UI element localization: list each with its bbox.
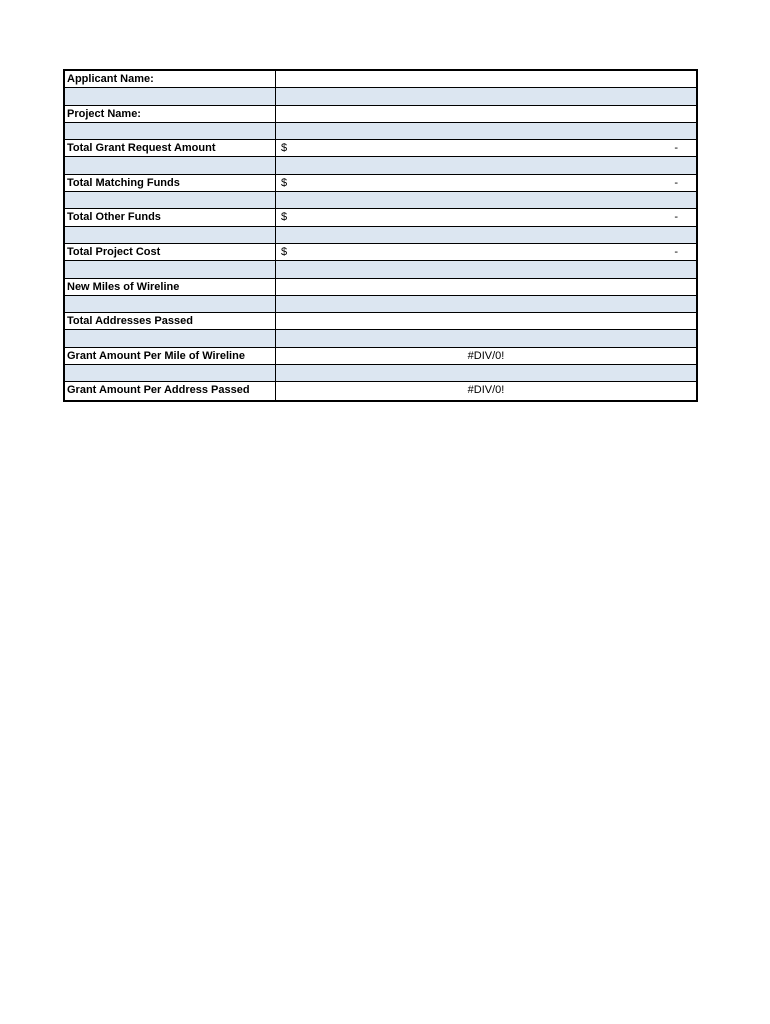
new-miles-wireline-field[interactable] <box>276 279 696 295</box>
grant-per-mile-label: Grant Amount Per Mile of Wireline <box>65 348 276 364</box>
total-project-cost-field[interactable] <box>276 244 696 260</box>
spacer-label-cell <box>65 123 276 139</box>
spacer-label-cell <box>65 88 276 104</box>
applicant-name-label: Applicant Name: <box>65 71 276 87</box>
spacer-value-cell <box>276 261 696 277</box>
row-total-project-cost <box>65 244 696 261</box>
spacer-value-cell <box>276 330 696 346</box>
total-other-funds-amount: - <box>674 211 678 224</box>
total-other-funds-label: Total Other Funds <box>65 209 276 225</box>
spacer-label-cell <box>65 365 276 381</box>
row-project-name <box>65 106 696 123</box>
total-addresses-passed-field[interactable] <box>276 313 696 329</box>
spacer-row <box>65 261 696 278</box>
currency-symbol: $ <box>281 245 288 258</box>
spacer-value-cell <box>276 365 696 381</box>
total-matching-funds-label: Total Matching Funds <box>65 175 276 191</box>
spacer-value-cell <box>276 192 696 208</box>
spacer-label-cell <box>65 157 276 173</box>
total-project-cost-amount: - <box>674 245 678 258</box>
total-addresses-passed-label: Total Addresses Passed <box>65 313 276 329</box>
spacer-value-cell <box>276 296 696 312</box>
spacer-label-cell <box>65 227 276 243</box>
spacer-value-cell <box>276 157 696 173</box>
applicant-name-field[interactable] <box>276 71 696 87</box>
spacer-row <box>65 365 696 382</box>
currency-symbol: $ <box>281 142 288 155</box>
spacer-label-cell <box>65 261 276 277</box>
currency-symbol: $ <box>281 176 288 189</box>
total-other-funds-field[interactable] <box>276 209 696 225</box>
grant-summary-table <box>63 69 698 402</box>
currency-symbol: $ <box>281 211 288 224</box>
spacer-row <box>65 227 696 244</box>
grant-per-address-value: #DIV/0! <box>467 384 505 397</box>
spacer-label-cell <box>65 330 276 346</box>
total-grant-request-field[interactable] <box>276 140 696 156</box>
spacer-row <box>65 88 696 105</box>
spacer-row <box>65 330 696 347</box>
grant-per-address-label: Grant Amount Per Address Passed <box>65 382 276 399</box>
total-grant-request-label: Total Grant Request Amount <box>65 140 276 156</box>
spacer-row <box>65 192 696 209</box>
spacer-value-cell <box>276 227 696 243</box>
grant-per-address-field <box>276 382 696 399</box>
row-applicant-name <box>65 71 696 88</box>
row-total-matching-funds <box>65 175 696 192</box>
grant-per-mile-value: #DIV/0! <box>467 349 505 362</box>
total-matching-funds-field[interactable] <box>276 175 696 191</box>
spacer-row <box>65 123 696 140</box>
row-grant-per-mile <box>65 348 696 365</box>
new-miles-wireline-label: New Miles of Wireline <box>65 279 276 295</box>
row-new-miles-wireline <box>65 279 696 296</box>
total-grant-request-amount: - <box>674 142 678 155</box>
row-total-other-funds <box>65 209 696 226</box>
row-total-addresses-passed <box>65 313 696 330</box>
spacer-label-cell <box>65 296 276 312</box>
total-project-cost-label: Total Project Cost <box>65 244 276 260</box>
spacer-value-cell <box>276 88 696 104</box>
row-total-grant-request <box>65 140 696 157</box>
spacer-row <box>65 157 696 174</box>
total-matching-funds-amount: - <box>674 176 678 189</box>
row-grant-per-address <box>65 382 696 399</box>
spacer-value-cell <box>276 123 696 139</box>
spacer-row <box>65 296 696 313</box>
project-name-label: Project Name: <box>65 106 276 122</box>
grant-per-mile-field <box>276 348 696 364</box>
project-name-field[interactable] <box>276 106 696 122</box>
spacer-label-cell <box>65 192 276 208</box>
